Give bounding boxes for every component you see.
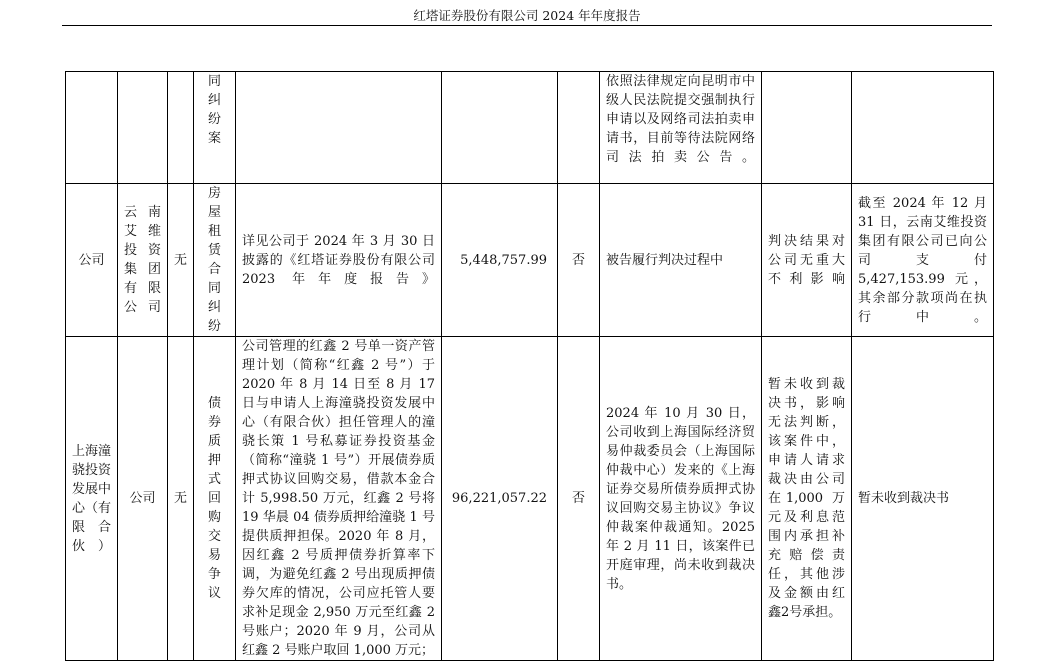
defendant-cell: 云南艾维投资集团有限公司 (118, 184, 168, 337)
plaintiff-cell (66, 72, 118, 184)
header-divider (62, 25, 992, 26)
case-type-cell (194, 337, 236, 661)
plaintiff-cell: 上海潼骁投资发展中心（有限合伙） (66, 337, 118, 661)
joint-liability-cell (168, 72, 194, 184)
result-cell (762, 72, 852, 184)
execution-cell: 截至 2024 年 12 月 31 日，云南艾维投资集团有限公司已向公司支付 5,427,153.99 元，其余部分款项尚在执行中。 (852, 184, 994, 337)
provision-cell (558, 72, 600, 184)
progress-cell: 2024 年 10 月 30 日，公司收到上海国际经济贸易仲裁委员会（上海国际仲裁中心）发来的《上海证券交易所债券质押式协议回购交易主协议》争议仲裁案仲裁通知。2025 年 2 月 11 日，该案件已开庭审理，尚未收到裁决书。 (600, 337, 762, 661)
execution-cell (852, 72, 994, 184)
result-cell: 判决结果对公司无重大不利影响 (762, 184, 852, 337)
summary-cell (236, 72, 442, 184)
table-row (66, 337, 994, 661)
case-type-text: 同纠纷案 (207, 74, 221, 146)
summary-cell: 公司管理的红鑫 2 号单一资产管理计划（简称“红鑫 2 号”）于 2020 年 8 月 14 日至 8 月 17 日与申请人上海潼骁投资发展中心（有限合伙）担任管理人的潼骁长策 1 号私募证券投资基金（简称“潼骁 1 号”）开展债券质押式协议回购交易，借款本金合计 5,998.50 万元，红鑫 2 号将 19 华晨 04 债券质押给潼骁 1 号提供质押担保。2020 年 8 月，因红鑫 2 号质押债券折算率下调，为避免红鑫 2 号出现质押债券欠库的情况，公司应托管人要求补足现金 2,950 万元至红鑫 2 号账户；2020 年 9 月，公司从红鑫 2 号账户取回 1,000 万元； (236, 337, 442, 661)
defendant-cell: 公司 (118, 337, 168, 661)
joint-liability-cell: 无 (168, 337, 194, 661)
provision-cell: 否 (558, 337, 600, 661)
table-row (66, 72, 994, 184)
progress-cell: 被告履行判决过程中 (600, 184, 762, 337)
case-type-text: 债券质押式回购交易争议 (207, 396, 221, 601)
progress-cell: 依照法律规定向昆明市中级人民法院提交强制执行申请以及网络司法拍卖申请书，目前等待法院网络司法拍卖公告。 (600, 72, 762, 184)
result-cell: 暂未收到裁决书，影响无法判断，该案件中，申请人请求裁决由公司在1,000 万元及利息范围内承担补充赔偿责任，其他涉及金额由红鑫2号承担。 (762, 337, 852, 661)
provision-cell: 否 (558, 184, 600, 337)
case-type-text: 房屋租赁合同纠纷 (207, 186, 221, 334)
table-row (66, 184, 994, 337)
case-type-cell (194, 184, 236, 337)
case-type-cell (194, 72, 236, 184)
page-header: 红塔证券股份有限公司 2024 年年度报告 (413, 8, 641, 23)
amount-cell: 96,221,057.22 (442, 337, 558, 661)
amount-cell (442, 72, 558, 184)
execution-cell: 暂未收到裁决书 (852, 337, 994, 661)
litigation-table (65, 71, 994, 661)
plaintiff-cell: 公司 (66, 184, 118, 337)
defendant-cell (118, 72, 168, 184)
summary-cell: 详见公司于 2024 年 3 月 30 日披露的《红塔证券股份有限公司 2023 年年度报告》 (236, 184, 442, 337)
joint-liability-cell: 无 (168, 184, 194, 337)
amount-cell: 5,448,757.99 (442, 184, 558, 337)
